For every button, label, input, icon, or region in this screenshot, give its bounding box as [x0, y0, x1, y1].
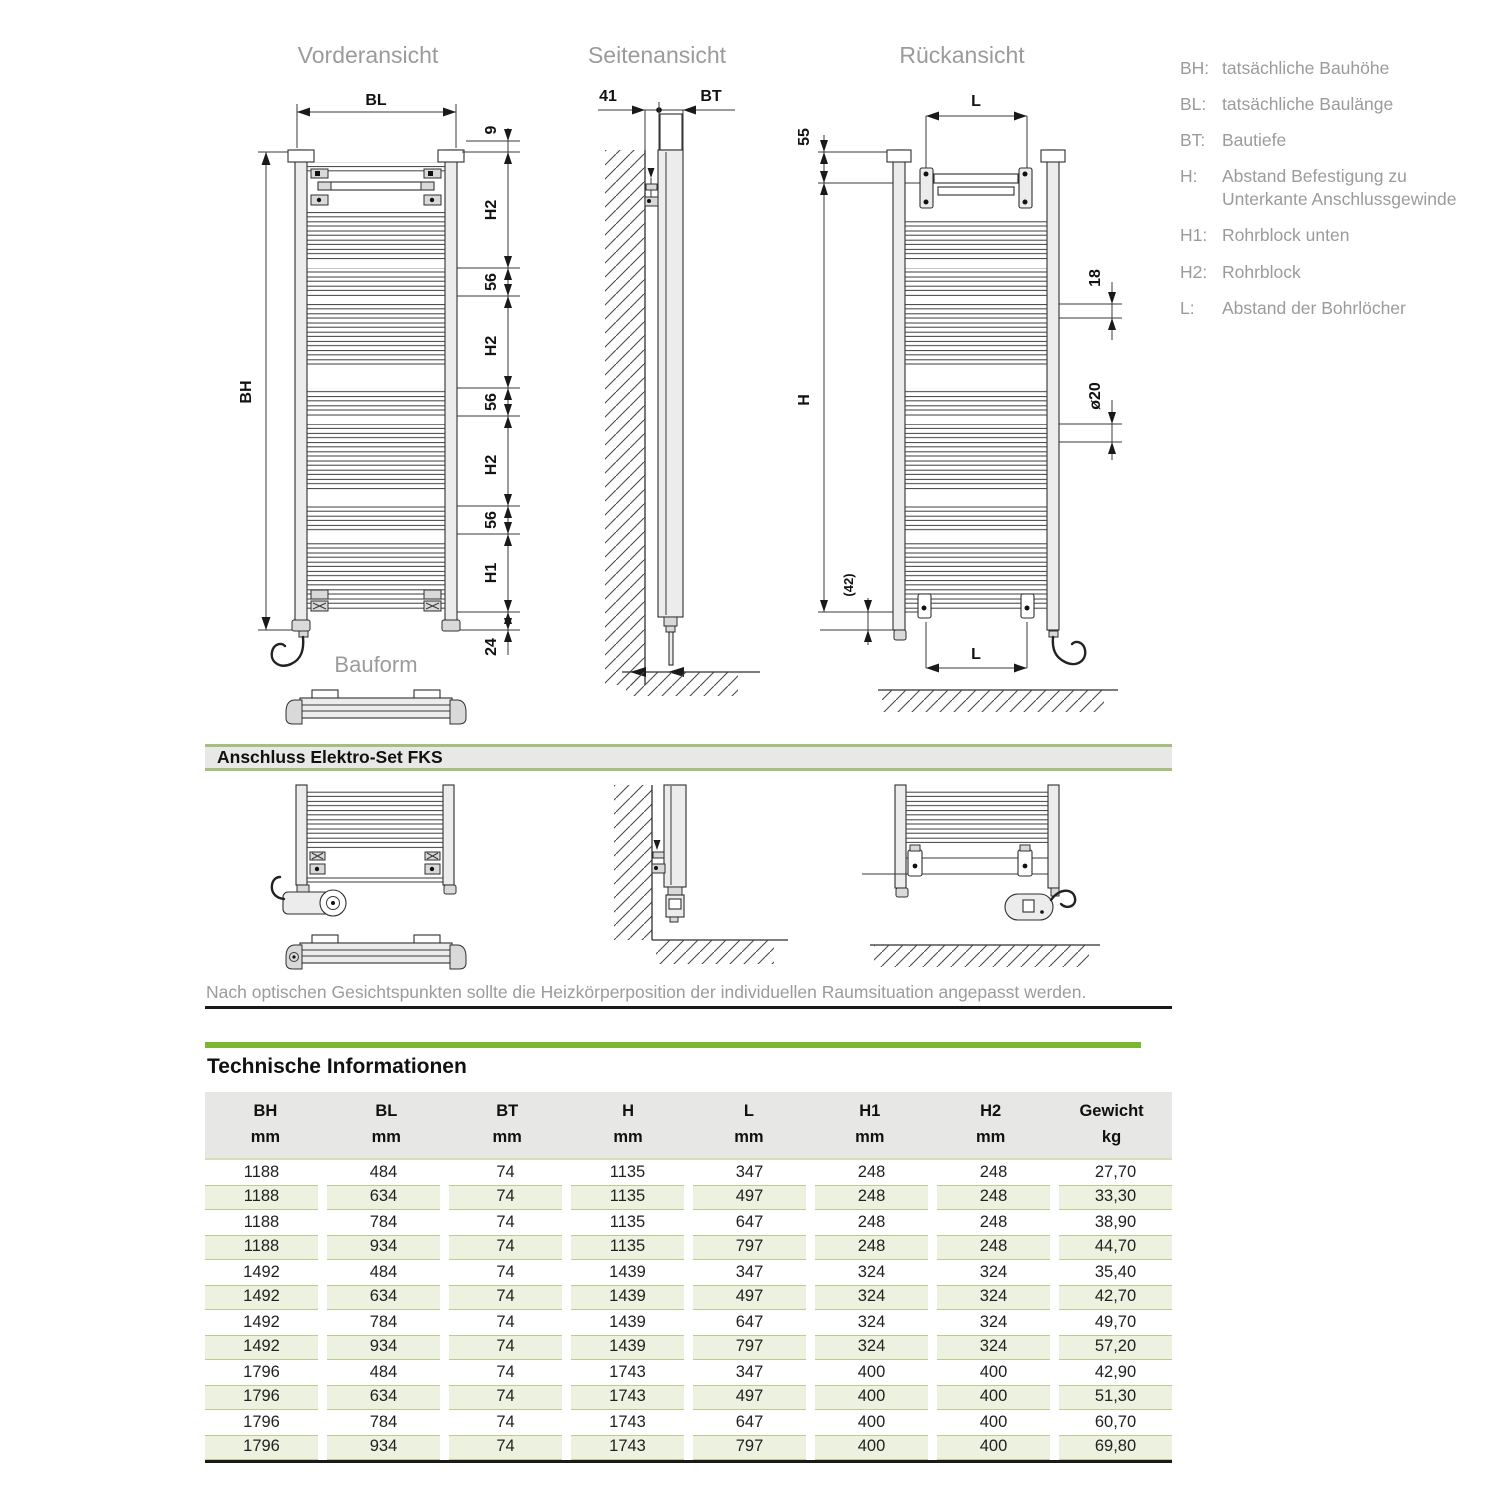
table-cell: 1439 [609, 1313, 646, 1331]
bauform-label: Bauform [334, 652, 418, 677]
legend-term: BT: [1180, 130, 1206, 151]
table-cell: 248 [937, 1235, 1050, 1260]
table-cell: 74 [496, 1313, 515, 1331]
column-header: BL mm [371, 1102, 401, 1146]
table-cell: 1743 [571, 1435, 684, 1460]
dim-l-top: L [971, 93, 981, 110]
table-cell: 248 [979, 1163, 1008, 1181]
table-cell: 497 [693, 1385, 806, 1410]
table-cell: 60,70 [1094, 1413, 1137, 1431]
legend-item [1180, 93, 1496, 116]
table-cell: 1188 [205, 1235, 318, 1260]
fks-element [272, 877, 346, 916]
legend-item [1180, 297, 1496, 320]
table-cell: 51,30 [1059, 1385, 1172, 1410]
table-cell: 74 [496, 1163, 515, 1181]
table-cell: 784 [369, 1213, 398, 1231]
table-cell: 324 [857, 1313, 886, 1331]
table-cell: 1135 [609, 1213, 646, 1231]
table-cell: 647 [735, 1313, 764, 1331]
table-cell: 1188 [243, 1213, 280, 1231]
legend-desc: Abstand der Bohrlöcher [1222, 297, 1406, 318]
legend-item [1180, 165, 1496, 211]
dim-9: 9 [483, 125, 500, 135]
table-cell: 934 [327, 1235, 440, 1260]
legend-desc: Bautiefe [1222, 130, 1287, 151]
table-row [205, 1310, 1172, 1335]
section-divider [205, 1006, 1172, 1009]
table-row [205, 1210, 1172, 1235]
legend-term: H2: [1180, 261, 1208, 282]
table-row [205, 1435, 1172, 1460]
dim-56c: 56 [483, 511, 500, 529]
position-note: Nach optischen Gesichtspunkten sollte die Heizkörperposition der individuellen Raumsituation angepasst werden. [206, 982, 1087, 1002]
table-cell: 647 [735, 1413, 764, 1431]
table-cell: 1796 [243, 1413, 280, 1431]
table-row [205, 1360, 1172, 1385]
table-cell: 27,70 [1094, 1163, 1137, 1181]
table-cell: 1743 [571, 1385, 684, 1410]
table-cell: 497 [693, 1185, 806, 1210]
legend-item [1180, 129, 1496, 152]
tech-table [205, 1092, 1172, 1463]
table-cell: 248 [857, 1213, 886, 1231]
table-cell: 1135 [571, 1185, 684, 1210]
table-cell: 634 [327, 1185, 440, 1210]
table-cell: 57,20 [1059, 1335, 1172, 1360]
table-cell: 74 [496, 1213, 515, 1231]
table-header [205, 1092, 1172, 1160]
table-cell: 74 [496, 1363, 515, 1381]
table-cell: 42,70 [1059, 1285, 1172, 1310]
table-cell: 634 [327, 1385, 440, 1410]
dim-h1: H1 [483, 562, 500, 584]
table-cell: 934 [327, 1435, 440, 1460]
legend-desc: tatsächliche Baulänge [1222, 94, 1394, 115]
table-cell: 784 [369, 1413, 398, 1431]
tech-info-title: Technische Informationen [207, 1055, 467, 1078]
legend [1180, 57, 1496, 333]
table-cell: 74 [449, 1385, 562, 1410]
table-cell: 484 [369, 1163, 398, 1181]
table-cell: 248 [815, 1185, 928, 1210]
legend-term: BH: [1180, 58, 1210, 78]
column-header: BT mm [492, 1102, 522, 1146]
table-cell: 324 [979, 1313, 1008, 1331]
legend-term: H1: [1180, 225, 1208, 246]
side-view-drawing [580, 85, 770, 710]
table-cell: 1492 [205, 1335, 318, 1360]
table-cell: 42,90 [1094, 1363, 1137, 1381]
table-cell: 400 [857, 1413, 886, 1431]
table-cell: 49,70 [1094, 1313, 1137, 1331]
dim-bt: BT [700, 88, 722, 105]
table-cell: 1439 [571, 1285, 684, 1310]
fks-plan-drawing [286, 935, 466, 969]
dim-42: (42) [841, 573, 856, 597]
legend-term: BL: [1180, 94, 1207, 115]
dim-bl: BL [365, 92, 387, 109]
dim-bh: BH [238, 380, 255, 404]
table-cell: 347 [735, 1263, 764, 1281]
legend-item [1180, 261, 1496, 284]
table-cell: 248 [979, 1213, 1008, 1231]
table-cell: 1492 [243, 1313, 280, 1331]
table-cell: 1135 [609, 1163, 646, 1181]
legend-term: L: [1180, 297, 1195, 318]
dim-h2c: H2 [483, 454, 500, 476]
table-cell: 74 [449, 1185, 562, 1210]
table-cell: 324 [815, 1285, 928, 1310]
anschluss-section-header [205, 744, 1172, 771]
dim-55: 55 [796, 128, 813, 146]
table-cell: 484 [369, 1263, 398, 1281]
table-cell: 497 [693, 1285, 806, 1310]
accent-bar [205, 1042, 1141, 1048]
table-cell: 400 [979, 1413, 1008, 1431]
table-cell: 400 [815, 1385, 928, 1410]
dim-24: 24 [483, 638, 500, 656]
table-row [205, 1410, 1172, 1435]
table-cell: 400 [857, 1363, 886, 1381]
table-cell: 1492 [205, 1285, 318, 1310]
table-cell: 324 [937, 1285, 1050, 1310]
dim-h: H [796, 394, 813, 406]
fks-front-drawing [260, 785, 500, 980]
table-cell: 1796 [205, 1435, 318, 1460]
dim-h2b: H2 [483, 335, 500, 357]
fks-side-drawing [600, 785, 800, 980]
column-header: L mm [734, 1102, 764, 1146]
table-cell: 1439 [609, 1263, 646, 1281]
table-row [205, 1285, 1172, 1310]
table-row [205, 1260, 1172, 1285]
front-view-title: Vorderansicht [297, 42, 439, 68]
table-cell: 74 [496, 1263, 515, 1281]
anschluss-title: Anschluss Elektro-Set FKS [217, 747, 443, 767]
table-cell: 33,30 [1059, 1185, 1172, 1210]
table-cell: 400 [937, 1385, 1050, 1410]
bauform-plan-drawing [286, 690, 466, 724]
table-cell: 38,90 [1094, 1213, 1137, 1231]
table-cell: 248 [815, 1235, 928, 1260]
power-cable-hook [1053, 637, 1085, 664]
legend-item [1180, 224, 1496, 247]
table-cell: 248 [857, 1163, 886, 1181]
table-cell: 1743 [609, 1363, 646, 1381]
table-cell: 797 [693, 1435, 806, 1460]
table-cell: 1796 [243, 1363, 280, 1381]
table-row [205, 1235, 1172, 1260]
table-cell: 1188 [243, 1163, 280, 1181]
table-row [205, 1385, 1172, 1410]
table-cell: 74 [449, 1285, 562, 1310]
table-cell: 324 [815, 1335, 928, 1360]
table-cell: 324 [979, 1263, 1008, 1281]
table-cell: 347 [735, 1363, 764, 1381]
legend-desc: tatsächliche Bauhöhe [1222, 58, 1390, 78]
table-cell: 797 [693, 1235, 806, 1260]
table-cell: 248 [937, 1185, 1050, 1210]
rear-view-title: Rückansicht [899, 42, 1025, 68]
dim-18: 18 [1087, 269, 1104, 287]
fks-element-side [666, 887, 684, 922]
table-cell: 400 [815, 1435, 928, 1460]
fks-rear-drawing [860, 785, 1120, 980]
table-cell: 634 [327, 1285, 440, 1310]
table-row [205, 1335, 1172, 1360]
table-cell: 934 [327, 1335, 440, 1360]
table-cell: 74 [496, 1413, 515, 1431]
dim-h2a: H2 [483, 199, 500, 221]
table-cell: 1135 [571, 1235, 684, 1260]
table-cell: 74 [449, 1335, 562, 1360]
dim-41: 41 [599, 88, 617, 105]
table-row [205, 1160, 1172, 1185]
column-header: H2 mm [976, 1102, 1006, 1146]
table-cell: 1492 [243, 1263, 280, 1281]
table-cell: 400 [937, 1435, 1050, 1460]
dim-l-bottom: L [971, 646, 981, 663]
legend-item [1180, 57, 1496, 80]
column-header: H1 mm [855, 1102, 885, 1146]
fks-control-box [1005, 888, 1075, 920]
table-cell: 324 [937, 1335, 1050, 1360]
table-cell: 347 [735, 1163, 764, 1181]
table-body [205, 1160, 1172, 1460]
table-cell: 1743 [609, 1413, 646, 1431]
table-cell: 69,80 [1059, 1435, 1172, 1460]
column-header: BH mm [250, 1102, 281, 1146]
table-cell: 44,70 [1059, 1235, 1172, 1260]
table-cell: 324 [857, 1263, 886, 1281]
table-cell: 647 [735, 1213, 764, 1231]
table-cell: 1188 [205, 1185, 318, 1210]
table-cell: 1439 [571, 1335, 684, 1360]
front-view-drawing [200, 85, 540, 735]
table-cell: 1796 [205, 1385, 318, 1410]
table-cell: 74 [449, 1435, 562, 1460]
dim-56b: 56 [483, 393, 500, 411]
table-cell: 784 [369, 1313, 398, 1331]
legend-desc: Abstand Befestigung zu Unterkante Anschlussgewinde [1222, 166, 1457, 210]
table-cell: 35,40 [1094, 1263, 1137, 1281]
table-cell: 74 [449, 1235, 562, 1260]
column-header: H mm [613, 1102, 643, 1146]
legend-desc: Rohrblock [1222, 261, 1301, 282]
dim-56a: 56 [483, 273, 500, 291]
dim-d20: ø20 [1087, 382, 1104, 410]
rear-view-drawing [790, 85, 1130, 715]
table-row [205, 1185, 1172, 1210]
legend-term: H: [1180, 166, 1198, 187]
table-cell: 484 [369, 1363, 398, 1381]
column-header: Gewicht kg [1079, 1102, 1144, 1146]
side-view-title: Seitenansicht [587, 42, 727, 68]
table-cell: 797 [693, 1335, 806, 1360]
table-cell: 400 [979, 1363, 1008, 1381]
legend-desc: Rohrblock unten [1222, 225, 1350, 246]
